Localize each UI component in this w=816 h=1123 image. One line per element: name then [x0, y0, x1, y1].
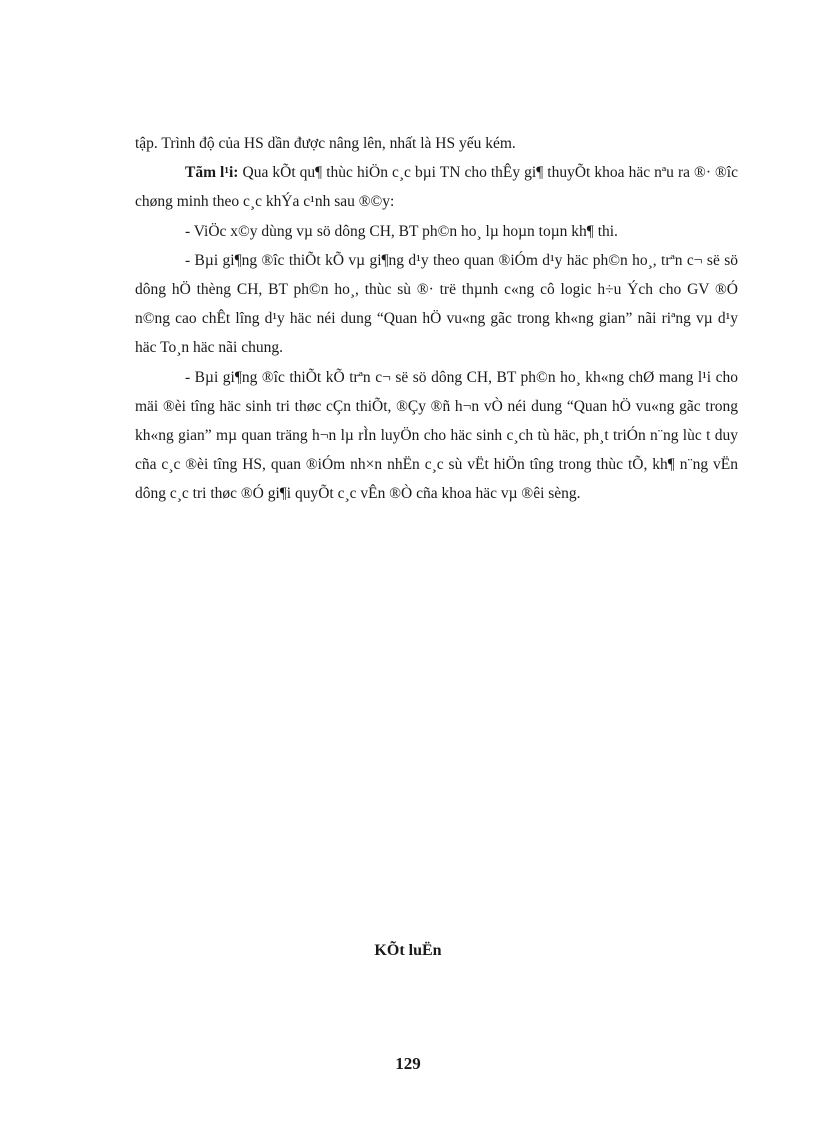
body-text	[135, 129, 738, 509]
paragraph-point-2: - Bµi gi¶ng ®îc thiÕt kÕ vµ gi¶ng d¹y theo quan ®iÓm d¹y häc ph©n ho¸, trªn c¬ së sö dông hÖ thèng CH, BT ph©n ho¸, thùc sù ®· trë thµnh c«ng cô logic h÷u Ých cho GV ®Ó n©ng cao chÊt lîng d¹y häc néi dung “Quan hÖ vu«ng gãc trong kh«ng gian” nãi riªng vµ d¹y häc To¸n häc nãi chung.	[135, 251, 738, 357]
paragraph-summary	[135, 158, 738, 216]
paragraph-point-1: - ViÖc x©y dùng vµ sö dông CH, BT ph©n ho¸ lµ hoµn toµn kh¶ thi.	[185, 222, 618, 240]
section-heading-conclusion: KÕt luËn	[374, 942, 442, 959]
page-number: 129	[395, 1054, 421, 1073]
paragraph-point-3: - Bµi gi¶ng ®îc thiÕt kÕ trªn c¬ së sö dông CH, BT ph©n ho¸ kh«ng chØ mang l¹i cho mäi ®èi tîng häc sinh tri thøc cÇn thiÕt, ®Çy ®ñ h¬n vÒ néi dung “Quan hÖ vu«ng gãc trong kh«ng gian” mµ quan träng h¬n lµ rÌn luyÖn cho häc sinh c¸ch tù häc, ph¸t triÓn n¨ng lùc t duy cña c¸c ®èi tîng HS, quan ®iÓm nh×n nhËn c¸c sù vËt hiÖn tîng trong thùc tÕ, kh¶ n¨ng vËn dông c¸c tri thøc ®Ó gi¶i quyÕt c¸c vÊn ®Ò cña khoa häc vµ ®êi sèng.	[135, 368, 738, 503]
paragraph-continuation: tập. Trình độ của HS dần được nâng lên, nhất là HS yếu kém.	[135, 135, 516, 152]
summary-lead: Tãm l¹i:	[185, 164, 239, 182]
summary-text: Qua kÕt qu¶ thùc hiÖn c¸c bµi TN cho thÊy gi¶ thuyÕt khoa häc nªu ra ®· ®îc chøng minh theo c¸c khÝa c¹nh sau ®©y:	[135, 164, 738, 211]
